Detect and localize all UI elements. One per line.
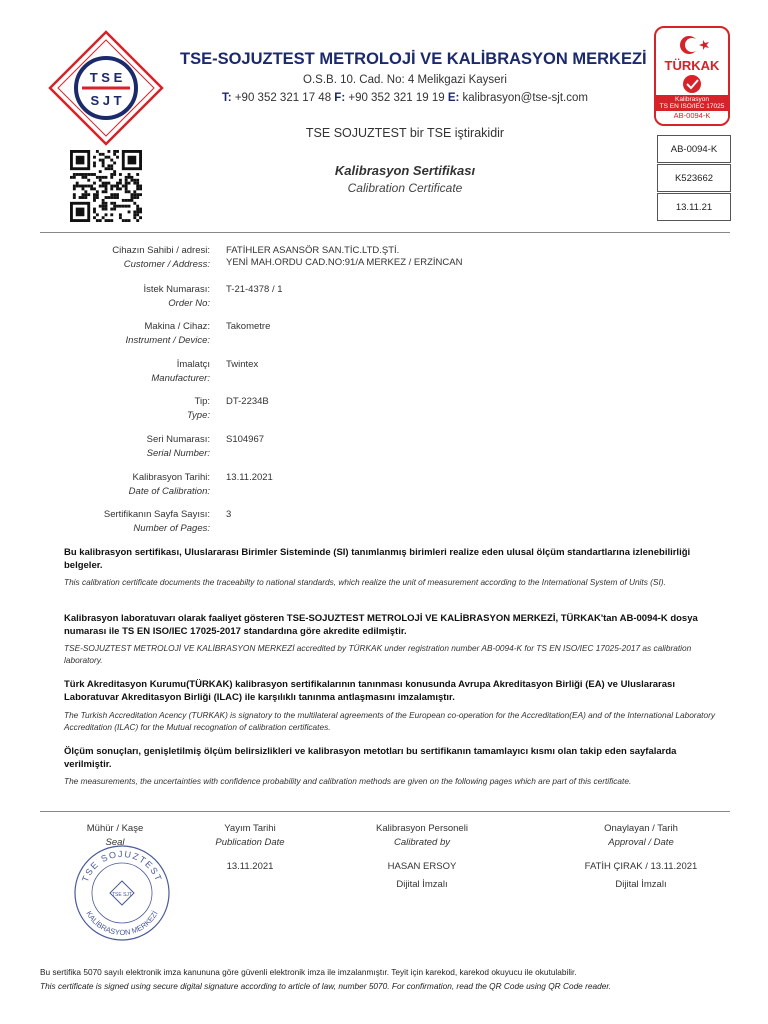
logo-text-top: T S E <box>89 70 123 85</box>
tse-sjt-logo <box>48 30 164 146</box>
organization-address: O.S.B. 10. Cad. No: 4 Melikgazi Kayseri <box>303 74 507 86</box>
field-label-manufacturer <box>40 359 210 384</box>
ref-accreditation-no: AB-0094-K <box>657 135 731 163</box>
field-label-customer <box>40 245 210 270</box>
field-label-pages <box>40 509 210 534</box>
divider-bottom <box>40 811 730 812</box>
organization-name: TSE-SOJUZTEST METROLOJİ VE KALİBRASYON MERKEZİ <box>180 50 647 68</box>
approval-note: Dijital İmzalı <box>615 879 667 890</box>
fax-label: F: <box>334 92 346 104</box>
field-label-en: Manufacturer: <box>151 373 210 384</box>
field-label-en: Number of Pages: <box>133 523 210 534</box>
ref-certificate-no: K523662 <box>657 164 731 192</box>
field-label-tr: Makina / Cihaz: <box>144 321 210 332</box>
field-value-type: DT-2234B <box>226 396 269 407</box>
field-value-serial: S104967 <box>226 434 265 445</box>
paragraph-turkak-tr: Türk Akreditasyon Kurumu(TÜRKAK) kalibrasyon sertifikalarının tanınması konusunda Avrupa Akreditasyon Birliği (EA) ve Uluslararası Laboratuvar Akreditasyon Birliği (ILAC) ile karşılıklı tanınma antlaşmasını imzalamıştır. <box>64 679 675 703</box>
membership-line: TSE SOJUZTEST bir TSE iştirakidir <box>305 126 505 140</box>
sig-head-tr: Kalibrasyon Personeli <box>376 823 468 834</box>
logo-text-bottom: S J T <box>90 93 122 108</box>
paragraph-accreditation-tr: Kalibrasyon laboratuvarı olarak faaliyet gösteren TSE-SOJUZTEST METROLOJİ VE KALİBRASYON MERKEZİ, TÜRKAK'tan AB-0094-K dosya numarası ile TS EN ISO/IEC 17025-2017 standardına göre akredite edilmiştir. <box>64 613 698 637</box>
svg-text:TSE SOJUZTEST <box>80 849 164 883</box>
organization-contact <box>180 92 630 104</box>
field-value-order: T-21-4378 / 1 <box>226 284 283 295</box>
field-value-line: FATİHLER ASANSÖR SAN.TİC.LTD.ŞTİ. <box>226 245 400 256</box>
qr-code <box>68 150 144 222</box>
paragraph-si-tr: Bu kalibrasyon sertifikası, Uluslararası Birimler Sisteminde (SI) tanımlanmış birimleri realize eden ulusal ölçüm standartlarına izlenebilirliği belgeler. <box>64 547 691 571</box>
calibrated-by-note: Dijital İmzalı <box>396 879 448 890</box>
sig-head-approval <box>571 823 711 848</box>
sig-head-en: Publication Date <box>215 837 285 848</box>
sig-head-tr: Mühür / Kaşe <box>86 823 144 834</box>
sig-head-en: Calibrated by <box>394 837 450 848</box>
sig-head-publication <box>180 823 320 848</box>
seal-ring-top: TSE SOJUZTEST <box>79 848 165 884</box>
email-value: kalibrasyon@tse-sjt.com <box>462 92 588 104</box>
field-label-en: Date of Calibration: <box>128 486 210 497</box>
field-label-tr: Tip: <box>194 396 210 407</box>
field-label-tr: İstek Numarası: <box>143 284 210 295</box>
field-label-tr: Kalibrasyon Tarihi: <box>132 472 210 483</box>
turkak-badge <box>654 26 730 126</box>
field-label-calibration-date <box>40 472 210 497</box>
field-label-order <box>40 284 210 309</box>
crescent-star-icon <box>656 30 728 60</box>
seal-center-text: TSE SJT <box>111 892 133 898</box>
fax-value: +90 352 321 19 19 <box>348 92 445 104</box>
turkak-line2: TS EN ISO/IEC 17025 <box>656 103 728 110</box>
field-value-pages: 3 <box>226 509 232 520</box>
sig-head-calibrated-by <box>352 823 492 848</box>
sig-head-en: Seal <box>105 837 125 848</box>
tel-value: +90 352 321 17 48 <box>234 92 332 104</box>
paragraph-accreditation-en: TSE-SOJUZTEST METROLOJİ VE KALİBRASYON MERKEZİ accredited by TÜRKAK under registration number AB-0094-K for TS EN ISO/IEC 17025-2017 as calibration laboratory. <box>64 643 692 665</box>
footer-note-tr: Bu sertifika 5070 sayılı elektronik imza kanununa göre güvenli elektronik imza ile imzalanmıştır. Teyit için karekod, karekod okuyucu ile okutulabilir. <box>40 967 577 977</box>
field-label-tr: Cihazın Sahibi / adresi: <box>112 245 210 256</box>
sig-head-tr: Yayım Tarihi <box>224 823 276 834</box>
calibrated-by-value: HASAN ERSOY <box>387 861 457 872</box>
field-label-tr: Seri Numarası: <box>146 434 210 445</box>
field-label-en: Order No: <box>168 298 210 309</box>
field-value-customer <box>226 245 462 269</box>
field-label-en: Customer / Address: <box>123 259 210 270</box>
publication-date-value: 13.11.2021 <box>226 861 274 872</box>
seal-ring-bottom: KALİBRASYON MERKEZİ <box>84 909 160 938</box>
paragraph-results-tr: Ölçüm sonuçları, genişletilmiş ölçüm belirsizlikleri ve kalibrasyon metotları bu sertifikanın tamamlayıcı kısmı olan takip eden sayfalarda verilmiştir. <box>64 746 677 770</box>
certificate-subtitle: Calibration Certificate <box>347 181 463 195</box>
ref-date: 13.11.21 <box>657 193 731 221</box>
check-seal-icon <box>656 73 728 95</box>
field-value-instrument: Takometre <box>226 321 271 332</box>
field-label-tr: Sertifikanın Sayfa Sayısı: <box>103 509 210 520</box>
field-value-manufacturer: Twintex <box>226 359 259 370</box>
paragraph-si-en: This calibration certificate documents the traceabilty to national standards, which realize the unit of measurement according to the International System of Units (SI). <box>64 577 666 587</box>
turkak-line1: Kalibrasyon <box>656 95 728 103</box>
field-label-instrument <box>40 321 210 346</box>
turkak-brand: TÜRKAK <box>664 58 720 73</box>
field-label-tr: İmalatçı <box>176 359 210 370</box>
field-label-type <box>40 396 210 421</box>
paragraph-results-en: The measurements, the uncertainties with confidence probability and calibration methods are given on the following pages which are part of this certificate. <box>64 776 632 786</box>
sig-head-en: Approval / Date <box>608 837 674 848</box>
divider-top <box>40 232 730 233</box>
turkak-code: AB-0094-K <box>656 110 728 120</box>
seal-stamp <box>72 843 172 943</box>
sig-head-tr: Onaylayan / Tarih <box>604 823 678 834</box>
footer-note-en: This certificate is signed using secure digital signature according to article of law, number 5070. For confirmation, read the QR Code using QR Code reader. <box>40 981 612 991</box>
field-label-en: Type: <box>186 410 210 421</box>
field-label-en: Instrument / Device: <box>125 335 210 346</box>
certificate-title: Kalibrasyon Sertifikası <box>334 163 476 178</box>
email-label: E: <box>447 92 460 104</box>
tel-label: T: <box>222 92 232 104</box>
paragraph-turkak-en: The Turkish Accreditation Acency (TURKAK) is signatory to the multilateral agreements of the European co-operation for the Accreditation(EA) and of the International Laboratory Accreditation (ILAC) for the Mutual recognation of calibration certificates. <box>64 710 716 732</box>
field-value-calibration-date: 13.11.2021 <box>226 472 273 483</box>
approval-value: FATİH ÇIRAK / 13.11.2021 <box>584 861 698 872</box>
field-label-serial <box>40 434 210 459</box>
field-label-en: Serial Number: <box>146 448 210 459</box>
field-value-line: YENİ MAH.ORDU CAD.NO:91/A MERKEZ / ERZİNCAN <box>226 257 463 268</box>
